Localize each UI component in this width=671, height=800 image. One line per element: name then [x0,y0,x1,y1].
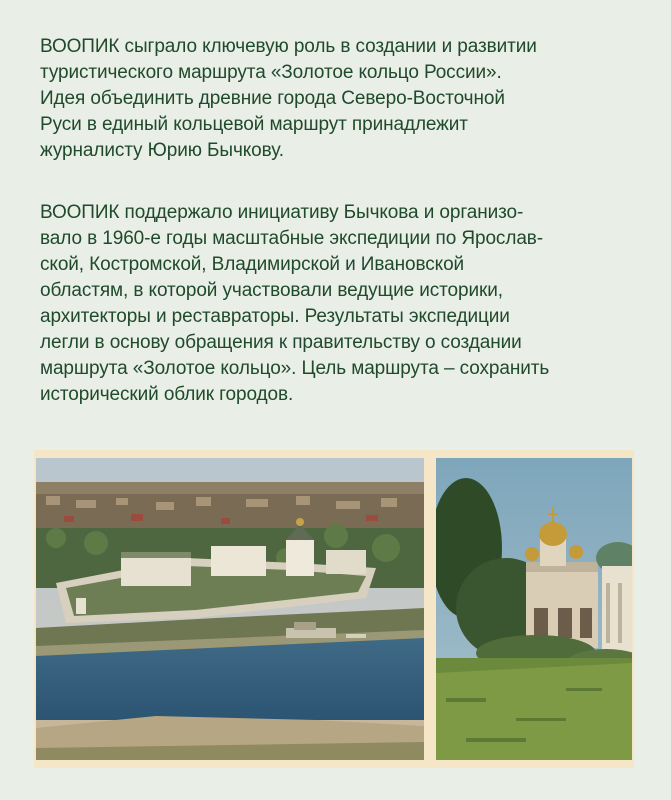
intro-paragraph [40,34,640,164]
text-line: Руси в единый кольцевой маршрут принадлежит [40,114,468,135]
text-line: вало в 1960-е годы масштабные экспедиции по Ярослав- [40,228,544,249]
expedition-paragraph [40,200,640,408]
text-line: областям, в которой участвовали ведущие историки, [40,280,503,301]
text-line: архитекторы и реставраторы. Результаты экспедиции [40,306,510,327]
photo-strip [34,450,634,768]
text-line: легли в основу обращения к правительству о создании [40,332,522,353]
text-line: маршрута «Золотое кольцо». Цель маршрута – сохранить [40,358,550,379]
monastery-river-photo [36,458,424,760]
text-line: туристического маршрута «Золотое кольцо России». [40,62,502,83]
text-line: Идея объединить древние города Северо-Восточной [40,88,505,109]
text-line: ской, Костромской, Владимирской и Ивановской [40,254,465,275]
text-line: исторический облик городов. [40,384,294,405]
text-line: ВООПИК поддержало инициативу Бычкова и организо- [40,202,524,223]
cathedral-photo [436,458,632,760]
text-line: журналисту Юрию Бычкову. [40,140,284,161]
text-line: ВООПИК сыграло ключевую роль в создании и развитии [40,36,537,57]
